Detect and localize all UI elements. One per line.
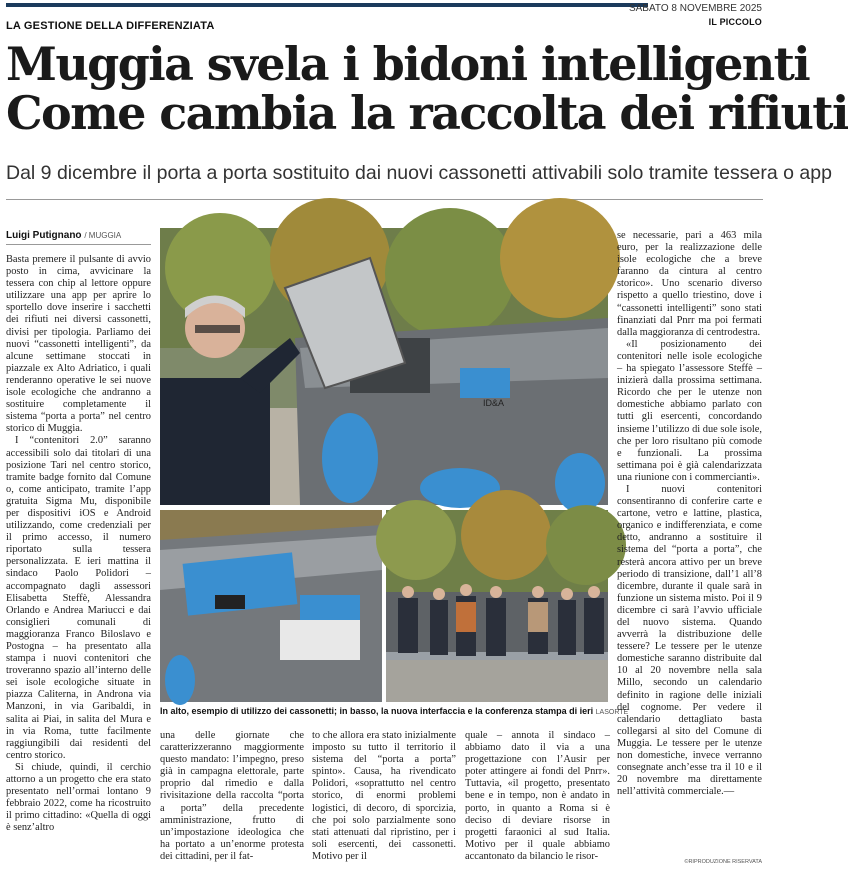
- photo-bin-interface: [160, 510, 382, 702]
- column-4: [465, 730, 610, 863]
- byline-rule: [6, 244, 151, 245]
- photo-bin-usage-drawing: [160, 228, 608, 505]
- caption-text: In alto, esempio di utilizzo dei cassonetti; in basso, la nuova interfaccia e la conferenza stampa di ieri: [160, 706, 594, 716]
- paragraph: to che allora era stato inizialmente imposto su tutto il territorio il sistema del “porta a porta” spinto». Causa, ha rivendicato Polidori, «soprattutto nel centro storico, di enormi problemi logistici, di decoro, di sporcizia, che poi solo parzialmente sono stati attenuati dal ripristino, per i soli esercenti, dei cassonetti. Motivo per il: [312, 730, 456, 862]
- headline-line-1: Muggia svela i bidoni intelligenti: [6, 37, 810, 91]
- paragraph: se necessarie, pari a 463 mila euro, per la realizzazione delle isole ecologiche che a breve faranno da cintura al centro storico». Uno scenario diverso rispetto a quello triestino, dove i “cassonetti intelligenti” sono stati finanziati dal Pnrr ma poi fermati dalla maggioranza di centrodestra.: [617, 230, 762, 338]
- paragraph: quale – annota il sindaco – abbiamo dato il via a una progettazione con l’Ausir per poter attingere ai fondi del Pnrr». Tuttavia, «il progetto, presentato bene e in tempo, non è andato in porto, in quanto a Roma si è deciso di deviare risorse in progetti faraonici al sud Italia. Motivo per il quale abbiamo accantonato da bilancio le risor-: [465, 730, 610, 862]
- photo-bin-usage: [160, 228, 608, 505]
- paragraph: Si chiude, quindi, il cerchio attorno a un progetto che era stato presentato nell’ormai lontano 9 febbraio 2022, come ha ricostruito il primo cittadino: «Quella di oggi è senz’altro: [6, 761, 151, 834]
- paragraph: «Il posizionamento dei contenitori nelle isole ecologiche – ha spiegato l’assessore Steffè – inizierà dalla prossima settimana. Ricordo che per le utenze non domestiche abbiamo parlato con tutti gli esercenti, concordando insieme l’utilizzo di due sole isole, che per loro risultano più comode e funzionali. La prossima settimana poi è già calendarizzata una riunione con i commercianti».: [617, 338, 762, 483]
- paragraph: I nuovi contenitori consentiranno di conferire carte e cartone, vetro e lattine, plastica, organico e indifferenziata, e come detto, andranno a sostituire il sistema del “porta a porta”, che resterà ancora attivo per un breve periodo di transizione, dall’1 all’8 dicembre, durante il quale sarà in funzione un sistema misto. Poi il 9 dicembre ci sarà l’avvio ufficiale del nuovo sistema. Quando avverrà la distribuzione delle tessere? Le tessere per le utenze domestiche saranno distribuite dal 10 al 20 novembre nella sala Millo, secondo un calendario definito in ragione delle iniziali del cognome. Per vedere il calendario dettagliato basta collegarsi al sito del Comune di Muggia. Le tessere per le utenze non domestiche, invece verranno consegnate anch’esse tra il 10 e il 20 novembre ma direttamente nell’attività commerciale.—: [617, 483, 762, 798]
- headline: [6, 37, 848, 140]
- section-label: LA GESTIONE DELLA DIFFERENZIATA: [6, 20, 215, 32]
- headline-line-2: Come cambia la raccolta dei rifiuti: [6, 86, 848, 140]
- column-1: [6, 254, 151, 835]
- column-2: [160, 730, 304, 863]
- copyright-notice: ©RIPRODUZIONE RISERVATA: [684, 859, 762, 865]
- column-3: [312, 730, 456, 863]
- paragraph: una delle giornate che caratterizzeranno maggiormente questo mandato: l’impegno, preso già in campagna elettorale, parte proprio dal rimedio e dalla rivisitazione della raccolta “porta a porta” della precedente amministrazione, frutto di un’impostazione ideologica che ha portato a un’enorme protesta dei cittadini, per il fat-: [160, 730, 304, 862]
- paragraph: Basta premere il pulsante di avvio posto in cima, avvicinare la tessera con chip al lettore oppure utilizzare una app per aprire lo sportello dove inserire i sacchetti dei rifiuti nei diversi cassonetti, divisi per tipologia. Parliamo dei nuovi “cassonetti intelligenti”, da alcune settimane stoccati in piazzale ex Alto Adriatico, i quali renderanno operative le sei nuove isole ecologiche che andranno a sostituire completamente il sistema “porta a porta” nel centro storico di Muggia.: [6, 254, 151, 435]
- newspaper-name: IL PICCOLO: [708, 17, 762, 27]
- header-divider: [6, 199, 763, 200]
- photo-press-conference-drawing: [386, 510, 608, 702]
- photo-press-conference: [386, 510, 608, 702]
- paragraph: I “contenitori 2.0” saranno accessibili solo dai titolari di una posizione Tari nel centro storico, tramite badge fornito dal Comune o, come anticipato, tramite l’app gratuita Sigma Mu, disponibile per dispositivi iOS e Android utilizzando, come credenziali per il primo accesso, il numero riportato sulla tessera personalizzata. E ieri mattina il sindaco Paolo Polidori – accompagnato dagli assessori Elisabetta Steffè, Alessandra Orlando e Andrea Mariucci e dai consiglieri comunali di maggioranza Franco Biloslavo e Postogna – ha presentato alla stampa i nuovi contenitori che troveranno spazio all’interno delle sei isole ecologiche situate in piazza Caliterna, in Androna via Manzoni, in via Garibaldi, in salita ai Piai, in salita del Mura e in via Roma, tutte facilmente raggiungibili dai residenti del centro storico.: [6, 435, 151, 761]
- top-rule: [6, 3, 648, 7]
- author: Luigi Putignano: [6, 230, 82, 241]
- byline: [6, 230, 121, 241]
- subtitle: Dal 9 dicembre il porta a porta sostituito dai nuovi cassonetti attivabili solo tramite tessera o app: [6, 162, 832, 184]
- issue-date: SABATO 8 NOVEMBRE 2025: [628, 3, 762, 14]
- dateline: / MUGGIA: [84, 231, 122, 240]
- photo-bin-interface-drawing: [160, 510, 382, 702]
- column-5: [617, 230, 762, 798]
- photo-credit: LASORTE: [595, 709, 629, 716]
- bin-logo: ID&A: [483, 398, 505, 408]
- photo-caption: [160, 706, 629, 716]
